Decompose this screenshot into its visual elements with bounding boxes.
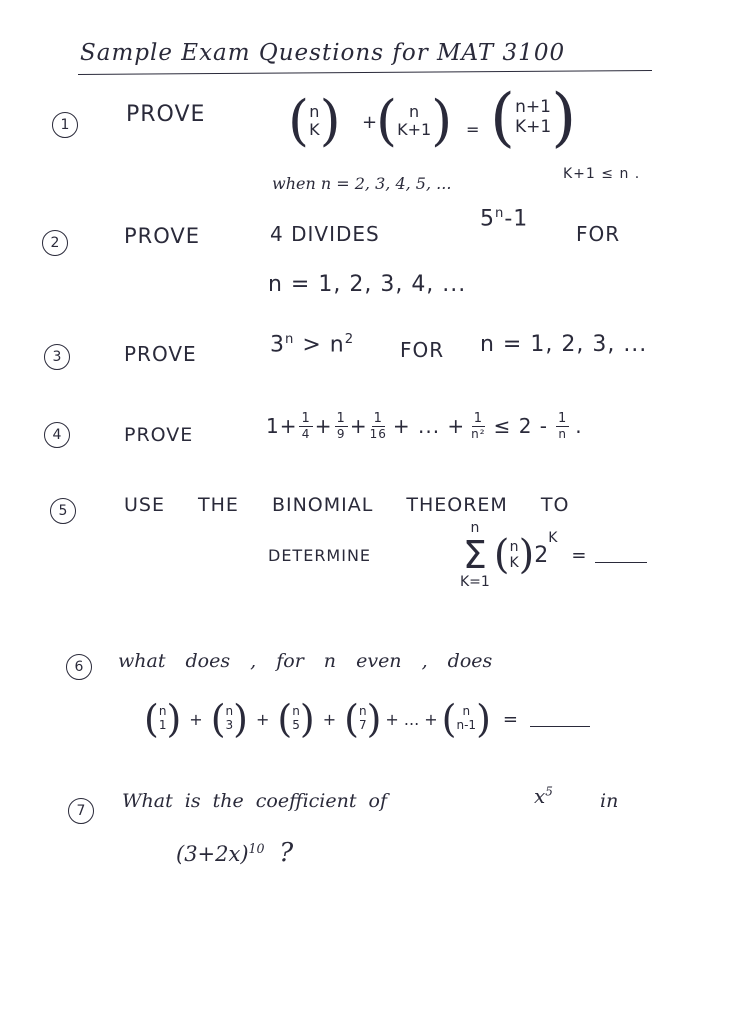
rhs-base: n — [329, 332, 345, 358]
question-number-6: 6 — [66, 654, 92, 680]
binom-bottom: K+1 — [397, 120, 432, 139]
binom-top: n — [462, 704, 471, 719]
q6-sum: ( n 1 ) + ( n 3 ) + ( n 5 ) + ( n 7 ) + ... + ( n n-1 ) = — [144, 700, 590, 738]
question-number-7: 7 — [68, 798, 94, 824]
binomial-n1-k1: ( n+1 K+1 ) — [490, 81, 577, 155]
title-underline — [78, 70, 652, 75]
binom-top: n+1 — [515, 97, 551, 118]
binom-bottom: K+1 — [514, 117, 552, 137]
series-dots: + ... + — [392, 414, 466, 438]
q2-expression — [480, 206, 528, 231]
question-number-2: 2 — [42, 230, 68, 256]
binom-bottom: n-1 — [456, 718, 477, 732]
q6-text: what does , for n even , does — [118, 650, 493, 672]
q4-series: 1+ $\frac{1}{4}$ + $\frac{1}{9}$ + $\frac{1}{16}$ + ... + $\frac{1}{\text{n²}}$ ≤ 2 - $\frac{1}{n}$ . — [266, 411, 583, 441]
binom-bottom: 5 — [292, 718, 300, 732]
question-number-4: 4 — [44, 422, 70, 448]
q3-range: n = 1, 2, 3, ... — [480, 332, 648, 357]
lhs-base: 3 — [270, 332, 285, 358]
q1-verb: PROVE — [126, 102, 206, 127]
q7-variable: $x^5$ — [534, 784, 553, 808]
binom-bottom: 7 — [358, 718, 367, 732]
binomial-n-k1: ( n K+1 ) — [376, 89, 453, 152]
q2-range: n = 1, 2, 3, 4, ... — [268, 272, 467, 297]
question-number-1: 1 — [52, 112, 78, 138]
q3-inequality — [270, 332, 354, 357]
sum-upper: n — [470, 520, 480, 536]
binom-top: n — [225, 704, 234, 719]
question-number-3: 3 — [44, 344, 70, 370]
q1-equals: = — [466, 120, 480, 139]
q1-condition: K+1 ≤ n . — [563, 166, 641, 182]
binom-top: n — [409, 101, 420, 121]
fraction-1-n: $\frac{1}{n}$ — [558, 411, 568, 441]
binom-top: n — [509, 539, 519, 555]
question-number-5: 5 — [50, 498, 76, 524]
binom-top: n — [309, 101, 320, 121]
q5-text: USE THE BINOMIAL THEOREM TO — [124, 494, 570, 516]
series-bound: ≤ 2 - — [493, 414, 549, 438]
q7-in: in — [600, 790, 619, 812]
q2-for: FOR — [576, 222, 621, 246]
binomial-n-k: ( n K ) — [288, 89, 341, 152]
greater-than: > — [302, 332, 322, 358]
q2-text: 4 DIVIDES — [270, 222, 380, 246]
power-exponent: K — [548, 530, 558, 546]
binom-top: n — [292, 704, 300, 719]
q1-when: when n = 2, 3, 4, 5, ... — [272, 174, 452, 193]
q4-verb: PROVE — [124, 424, 194, 446]
q6-equals: = — [502, 708, 518, 730]
binom-bottom: K — [309, 120, 320, 139]
fraction-1-9: $\frac{1}{9}$ — [336, 411, 346, 441]
sigma-icon: Σ — [462, 533, 487, 578]
series-one: 1+ — [266, 414, 298, 438]
q7-text: What is the coefficient of — [122, 790, 387, 812]
binom-bottom: 1 — [158, 718, 167, 732]
q7-expression: $(3+2x)^{10}$ ? — [176, 838, 294, 868]
fraction-1-n2: $\frac{1}{\text{n²}}$ — [471, 411, 486, 441]
q3-for: FOR — [400, 338, 445, 362]
q1-plus: + — [362, 112, 378, 133]
page-title: Sample Exam Questions for MAT 3100 — [80, 40, 566, 66]
q5-sum: n Σ K=1 ( n K ) 2 K = — [460, 520, 647, 590]
power-base: 2 — [534, 542, 549, 568]
binom-bottom: 3 — [225, 718, 234, 732]
q6-dots: + ... + — [385, 709, 438, 729]
expr-exponent: n — [495, 206, 505, 221]
q3-verb: PROVE — [124, 342, 197, 366]
q5-determine: DETERMINE — [268, 546, 372, 565]
answer-blank — [530, 712, 590, 727]
fraction-1-16: $\frac{1}{16}$ — [369, 411, 387, 441]
lhs-exponent: n — [285, 332, 295, 347]
sigma-block — [460, 520, 490, 590]
binom-bottom: K — [509, 555, 519, 572]
binom-top: n — [358, 704, 367, 719]
q2-verb: PROVE — [124, 224, 201, 248]
expr-base: 5 — [480, 206, 495, 232]
sum-lower: K=1 — [460, 574, 490, 591]
q5-equals: = — [571, 544, 587, 566]
binom-top: n — [158, 704, 167, 719]
rhs-exponent: 2 — [344, 332, 355, 347]
expr-rest: -1 — [504, 206, 529, 232]
answer-blank — [595, 548, 647, 563]
fraction-1-4: $\frac{1}{4}$ — [301, 411, 311, 441]
